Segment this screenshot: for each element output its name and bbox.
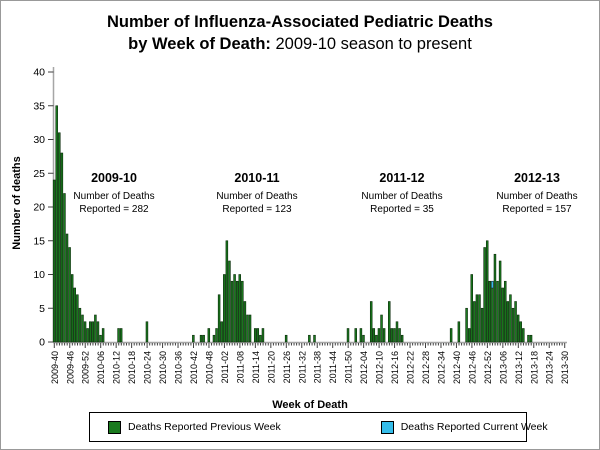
bar-previous-week <box>200 335 202 342</box>
bar-previous-week <box>216 329 218 343</box>
y-tick-label: 5 <box>39 302 45 315</box>
y-axis-title: Number of deaths <box>11 156 23 250</box>
bar-previous-week <box>473 302 475 343</box>
y-tick-label: 15 <box>33 235 45 248</box>
bar-previous-week <box>97 322 99 342</box>
bar-previous-week <box>247 315 249 342</box>
bar-previous-week <box>504 281 506 342</box>
x-tick-label: 2010-48 <box>204 351 215 385</box>
bar-previous-week <box>308 335 310 342</box>
bar-previous-week <box>100 335 102 342</box>
bar-previous-week <box>370 302 372 343</box>
bar-previous-week <box>74 288 76 342</box>
bar-previous-week <box>314 335 316 342</box>
x-axis-title: Week of Death <box>272 399 348 411</box>
bar-previous-week <box>471 275 473 343</box>
bar-previous-week <box>530 335 532 342</box>
bar-previous-week <box>484 248 486 343</box>
annotation-text: Reported = 123 <box>222 204 292 215</box>
x-tick-label: 2009-40 <box>49 351 60 385</box>
bar-previous-week <box>388 302 390 343</box>
annotation-text: Number of Deaths <box>216 191 298 202</box>
annotation-text: Number of Deaths <box>73 191 155 202</box>
bar-previous-week <box>226 241 228 342</box>
bar-previous-week <box>502 288 504 342</box>
x-tick-label: 2012-46 <box>467 351 478 385</box>
bar-previous-week <box>254 329 256 343</box>
bar-previous-week <box>71 275 73 343</box>
bar-previous-week <box>257 329 259 343</box>
x-tick-label: 2010-12 <box>111 351 122 385</box>
bar-previous-week <box>221 322 223 342</box>
y-tick-label: 25 <box>33 167 45 180</box>
bar-previous-week <box>373 329 375 343</box>
bar-previous-week <box>363 335 365 342</box>
x-tick-label: 2010-06 <box>96 351 107 385</box>
x-tick-label: 2011-38 <box>312 351 323 384</box>
bar-previous-week <box>486 241 488 342</box>
bar-previous-week <box>497 281 499 342</box>
annotation-season-2012-13 <box>477 171 597 216</box>
x-tick-label: 2010-42 <box>188 351 199 385</box>
bar-previous-week <box>208 329 210 343</box>
bar-previous-week <box>507 302 509 343</box>
y-tick-label: 10 <box>33 269 45 281</box>
bar-previous-week <box>56 106 58 342</box>
bar-previous-week <box>231 281 233 342</box>
annotation-text: Reported = 35 <box>370 204 434 215</box>
bar-previous-week <box>213 335 215 342</box>
y-tick-label: 20 <box>33 201 45 214</box>
bar-previous-week <box>391 329 393 343</box>
bar-previous-week <box>491 288 493 342</box>
annotation-season-label: 2010-11 <box>234 171 280 185</box>
annotation-season-2009-10 <box>54 171 174 216</box>
x-tick-label: 2012-34 <box>436 351 447 385</box>
x-tick-label: 2012-28 <box>421 351 432 385</box>
annotation-season-label: 2011-12 <box>379 171 425 185</box>
bar-current-week <box>491 281 493 288</box>
x-tick-label: 2011-20 <box>266 351 277 384</box>
bar-previous-week <box>466 308 468 342</box>
bar-previous-week <box>393 329 395 343</box>
bar-previous-week <box>499 261 501 342</box>
chart-title-line2-regular: 2009-10 season to present <box>270 35 472 53</box>
bar-previous-week <box>259 335 261 342</box>
annotation-season-2011-12 <box>342 171 462 216</box>
bar-previous-week <box>89 322 91 342</box>
legend-label: Deaths Reported Previous Week <box>128 421 281 433</box>
chart-title-line2-bold: by Week of Death: <box>128 35 271 53</box>
y-tick-label: 0 <box>39 336 45 349</box>
bar-previous-week <box>102 329 104 343</box>
annotation-text: Number of Deaths <box>361 191 443 202</box>
x-tick-label: 2012-22 <box>405 351 416 385</box>
bar-previous-week <box>512 308 514 342</box>
bar-previous-week <box>401 335 403 342</box>
x-tick-label: 2013-06 <box>498 350 509 385</box>
bar-previous-week <box>69 248 71 343</box>
x-tick-label: 2011-02 <box>219 351 230 384</box>
annotation-text: Reported = 157 <box>502 204 572 215</box>
bar-previous-week <box>285 335 287 342</box>
legend-label: Deaths Reported Current Week <box>400 421 548 433</box>
bar-previous-week <box>87 329 89 343</box>
y-tick-label: 40 <box>33 66 45 79</box>
bar-previous-week <box>381 315 383 342</box>
bar-previous-week <box>375 335 377 342</box>
bar-previous-week <box>528 335 530 342</box>
bar-previous-week <box>244 302 246 343</box>
bar-previous-week <box>223 275 225 343</box>
x-tick-label: 2013-30 <box>560 351 571 385</box>
bar-previous-week <box>146 322 148 342</box>
chart-title-line1: Number of Influenza-Associated Pediatric Deaths <box>106 13 493 31</box>
bar-previous-week <box>450 329 452 343</box>
x-tick-label: 2009-46 <box>65 351 76 385</box>
x-tick-label: 2012-10 <box>374 351 385 385</box>
bar-previous-week <box>479 295 481 342</box>
bar-previous-week <box>236 281 238 342</box>
bar-previous-week <box>378 329 380 343</box>
legend-item-current-week <box>381 421 548 434</box>
bar-previous-week <box>458 322 460 342</box>
x-tick-label: 2010-24 <box>142 351 153 385</box>
bar-previous-week <box>82 315 84 342</box>
annotation-text: Number of Deaths <box>496 191 578 202</box>
bar-previous-week <box>494 254 496 342</box>
bar-previous-week <box>476 295 478 342</box>
x-tick-label: 2010-18 <box>127 351 138 385</box>
bar-previous-week <box>399 329 401 343</box>
bar-previous-week <box>66 234 68 342</box>
bar-previous-week <box>489 281 491 342</box>
annotation-season-label: 2009-10 <box>91 171 137 185</box>
x-tick-label: 2011-32 <box>297 351 308 384</box>
bar-previous-week <box>396 322 398 342</box>
x-tick-label: 2011-14 <box>250 351 261 384</box>
x-tick-label: 2010-36 <box>173 351 184 385</box>
bar-previous-week <box>120 329 122 343</box>
bar-previous-week <box>192 335 194 342</box>
annotation-season-2010-11 <box>197 171 317 216</box>
bar-previous-week <box>262 329 264 343</box>
bar-previous-week <box>383 329 385 343</box>
bar-previous-week <box>228 261 230 342</box>
bar-previous-week <box>58 133 60 342</box>
bar-previous-week <box>239 275 241 343</box>
bar-previous-week <box>218 295 220 342</box>
bar-previous-week <box>234 275 236 343</box>
x-tick-label: 2012-40 <box>451 351 462 385</box>
bar-previous-week <box>520 322 522 342</box>
y-tick-label: 30 <box>33 134 45 146</box>
x-tick-label: 2013-18 <box>529 351 540 385</box>
legend <box>89 412 548 442</box>
x-tick-label: 2011-26 <box>281 351 292 384</box>
annotation-text: Reported = 282 <box>79 204 149 215</box>
bar-previous-week <box>79 308 81 342</box>
x-tick-label: 2011-50 <box>343 351 354 384</box>
bar-previous-week <box>249 315 251 342</box>
current-week-swatch-icon <box>381 421 394 434</box>
bar-previous-week <box>360 329 362 343</box>
bar-previous-week <box>517 315 519 342</box>
x-tick-label: 2012-04 <box>359 351 370 385</box>
x-tick-label: 2013-12 <box>513 351 524 385</box>
bar-previous-week <box>84 322 86 342</box>
bar-previous-week <box>347 329 349 343</box>
x-tick-label: 2013-24 <box>544 351 555 385</box>
x-tick-label: 2012-52 <box>482 351 493 385</box>
bar-previous-week <box>118 329 120 343</box>
chart-plot <box>1 1 599 449</box>
y-tick-label: 35 <box>33 100 45 113</box>
bar-previous-week <box>355 329 357 343</box>
bar-previous-week <box>76 295 78 342</box>
bar-previous-week <box>522 329 524 343</box>
bar-previous-week <box>94 315 96 342</box>
bar-previous-week <box>509 295 511 342</box>
x-tick-label: 2012-16 <box>390 351 401 385</box>
previous-week-swatch-icon <box>108 421 121 434</box>
bar-previous-week <box>92 322 94 342</box>
x-tick-label: 2011-08 <box>235 351 246 384</box>
annotation-season-label: 2012-13 <box>514 171 560 185</box>
legend-item-previous-week <box>108 421 281 434</box>
x-tick-label: 2010-30 <box>158 351 169 385</box>
bar-previous-week <box>203 335 205 342</box>
bar-previous-week <box>515 302 517 343</box>
x-tick-label: 2011-44 <box>328 351 339 384</box>
bar-previous-week <box>481 308 483 342</box>
bar-previous-week <box>468 329 470 343</box>
x-tick-label: 2009-52 <box>80 351 91 385</box>
bar-previous-week <box>241 281 243 342</box>
